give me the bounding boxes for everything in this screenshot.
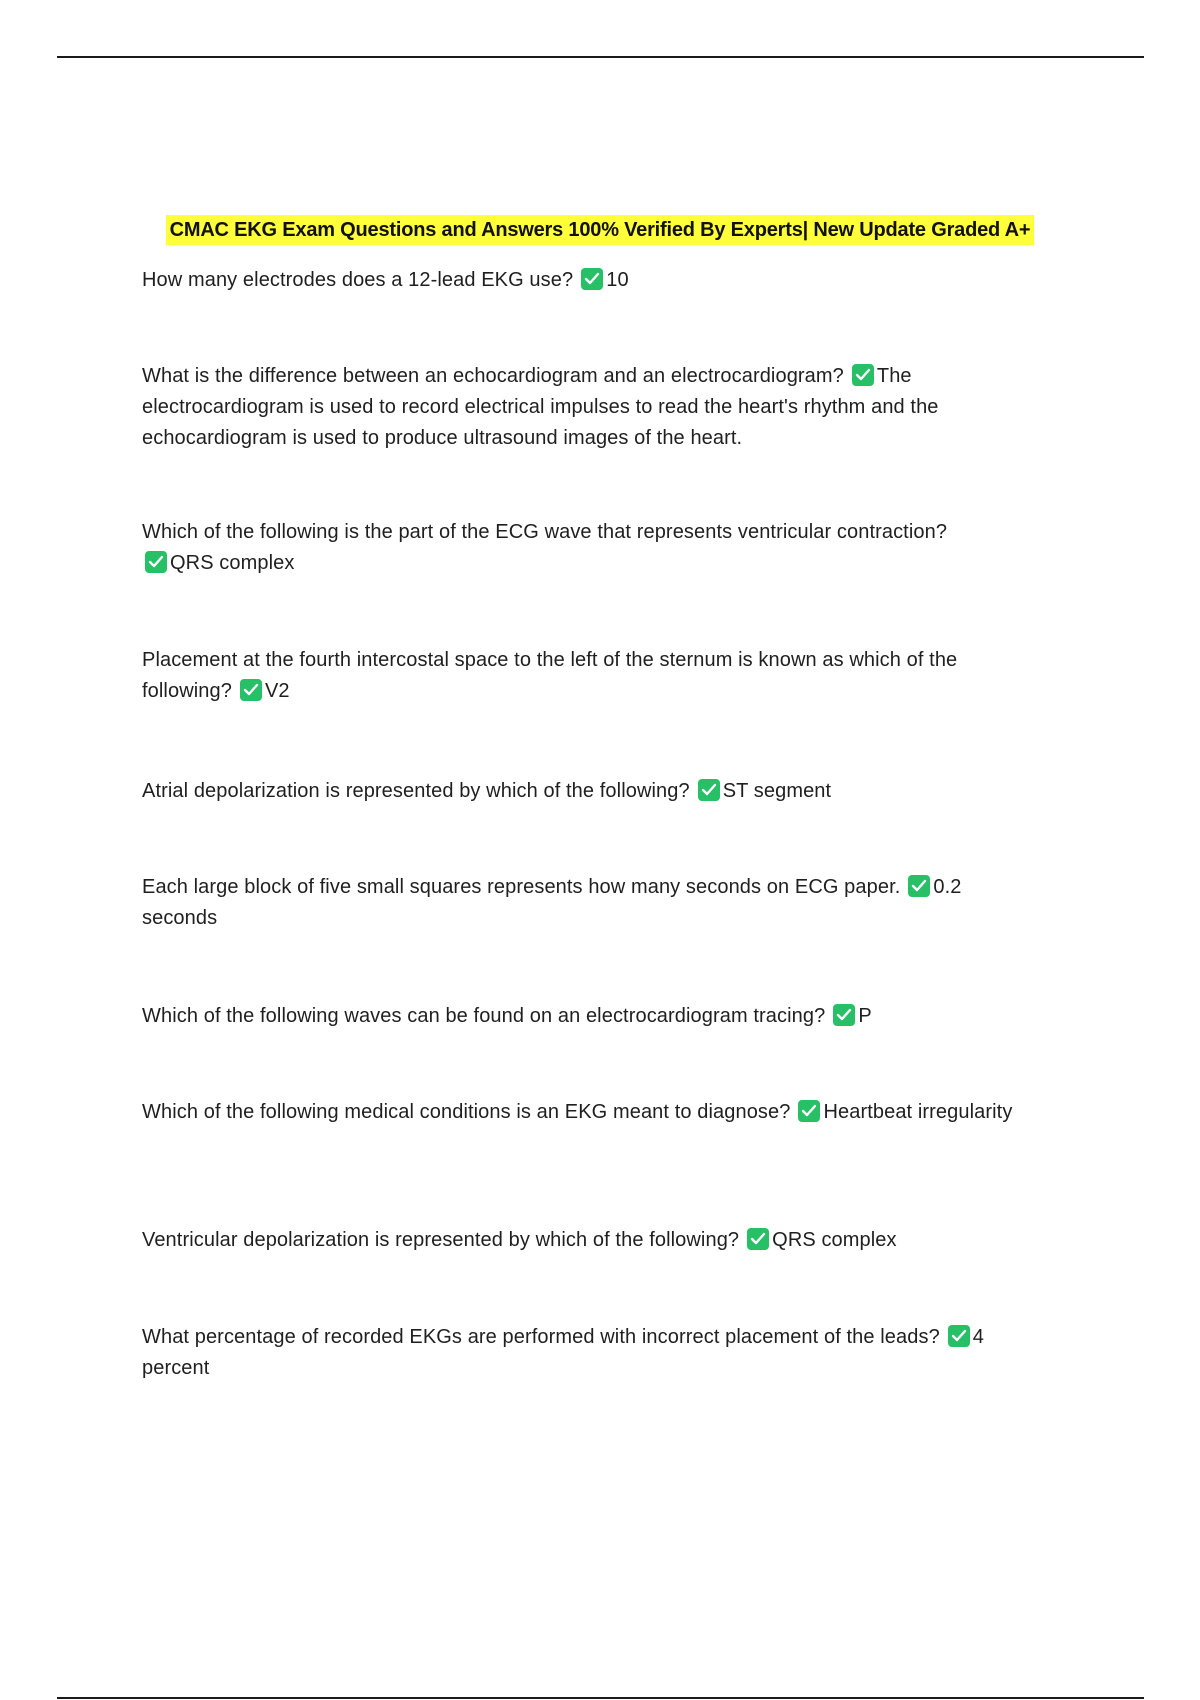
answer-text: P [858,1005,872,1027]
question-text: Ventricular depolarization is represented by which of the following? [142,1229,740,1251]
checkmark-box-icon [240,679,262,701]
checkmark-box-icon [698,779,720,801]
answer-text: 4 percent [142,1326,985,1379]
qa-item-3 [142,517,1042,579]
answer-text: QRS complex [170,552,295,574]
answer-text: ST segment [722,780,832,802]
checkmark-box-icon [908,875,930,897]
question-text: Which of the following is the part of the ECG wave that represents ventricular contraction? [142,521,948,543]
document-title: CMAC EKG Exam Questions and Answers 100% Verified By Experts| New Update Graded A+ [166,215,1035,245]
question-text: Placement at the fourth intercostal space to the left of the sternum is known as which of the following? [142,649,958,702]
qa-item-8 [142,1097,1042,1128]
answer-text: 10 [606,269,629,291]
qa-item-9 [142,1225,1042,1256]
qa-item-1 [142,265,1042,296]
qa-item-6 [142,872,1042,934]
qa-item-5 [142,776,1042,807]
checkmark-box-icon [852,364,874,386]
answer-text: The electrocardiogram is used to record electrical impulses to read the heart's rhythm and the echocardiogram is used to produce ultrasound images of the heart. [142,365,939,449]
checkmark-box-icon [581,268,603,290]
bottom-rule [57,1697,1144,1699]
question-text: What is the difference between an echocardiogram and an electrocardiogram? [142,365,844,387]
question-text: Each large block of five small squares represents how many seconds on ECG paper. [142,876,901,898]
checkmark-box-icon [948,1325,970,1347]
question-text: Which of the following medical conditions is an EKG meant to diagnose? [142,1101,791,1123]
checkmark-box-icon [798,1100,820,1122]
answer-text: Heartbeat irregularity [823,1101,1013,1123]
question-text: Atrial depolarization is represented by which of the following? [142,780,690,802]
answer-text: QRS complex [772,1229,897,1251]
question-text: What percentage of recorded EKGs are performed with incorrect placement of the leads? [142,1326,940,1348]
answer-text: 0.2 seconds [142,876,962,929]
answer-text: V2 [264,680,290,702]
title-container [0,215,1200,245]
question-text: Which of the following waves can be found on an electrocardiogram tracing? [142,1005,826,1027]
qa-item-4 [142,645,1042,707]
checkmark-box-icon [747,1228,769,1250]
qa-item-10 [142,1322,1042,1384]
checkmark-box-icon [145,551,167,573]
qa-item-2 [142,361,1042,454]
checkmark-box-icon [833,1004,855,1026]
top-rule [57,56,1144,58]
qa-item-7 [142,1001,1042,1032]
question-text: How many electrodes does a 12-lead EKG use? [142,269,574,291]
